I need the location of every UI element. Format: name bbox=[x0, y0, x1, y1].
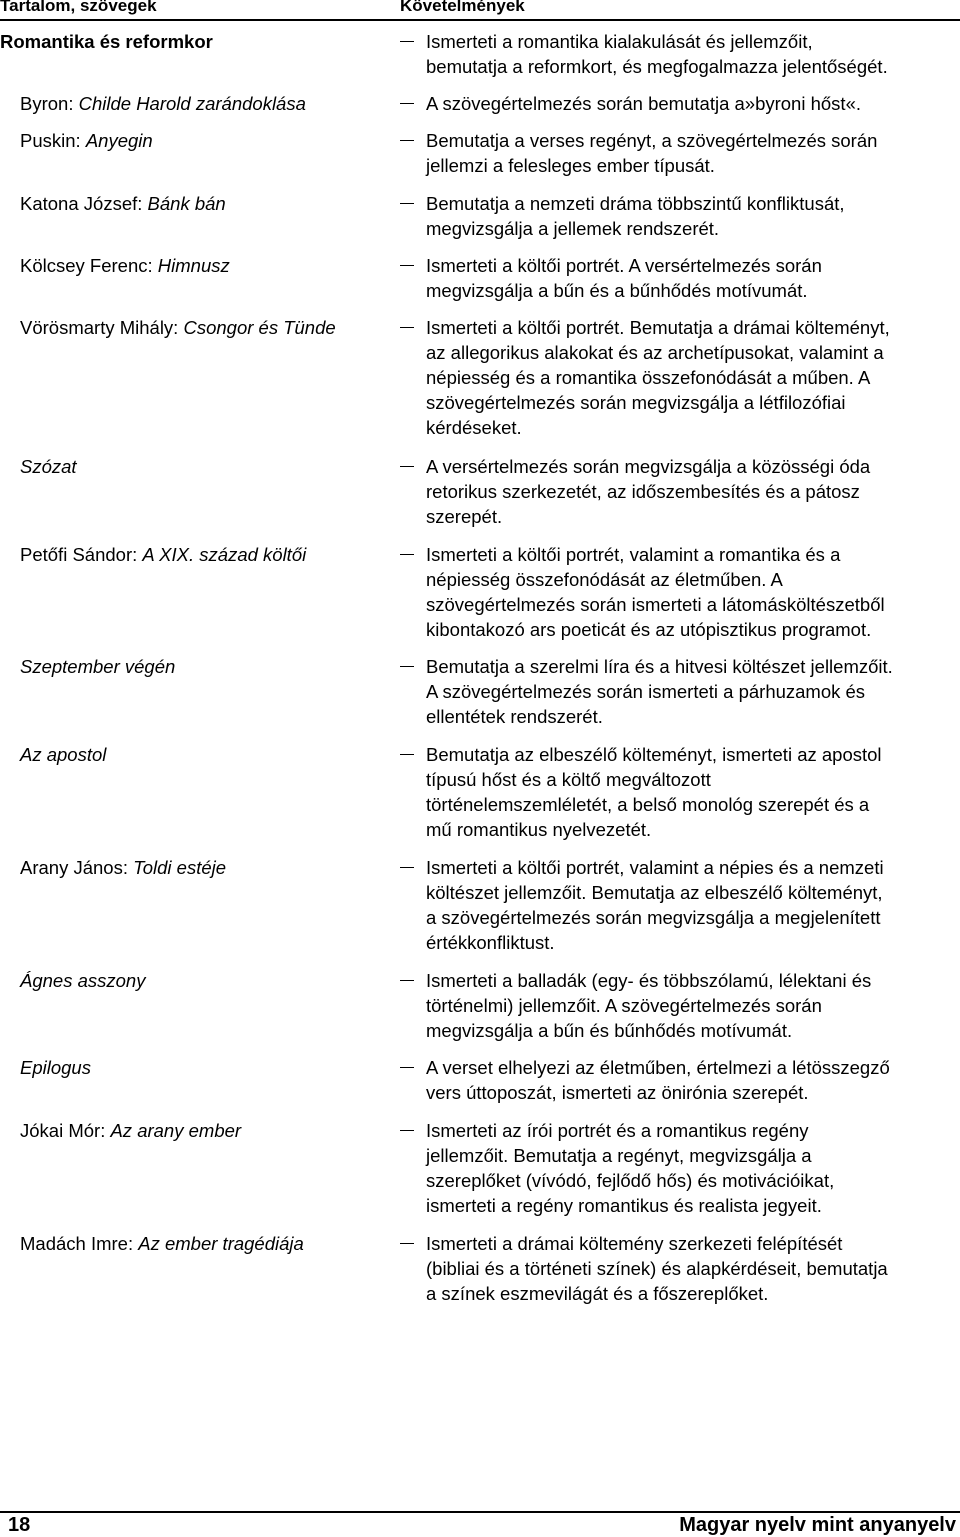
row-description: Bemutatja a szerelmi líra és a hitvesi költészet jellemzőit. A szövegértelmezés során ismerteti a párhuzamok és ellentétek rendszerét. bbox=[426, 656, 893, 727]
row-description: Bemutatja a nemzeti dráma többszintű konfliktusát, megvizsgálja a jellemek rendszerét. bbox=[426, 193, 845, 239]
dash-icon bbox=[400, 41, 414, 42]
row-description: Bemutatja az elbeszélő költeményt, ismerteti az apostol típusú hőst és a költő megváltozott történelemszemléletét, a belső monológ szerepét és a mű romantikus nyelvezetét. bbox=[426, 744, 882, 840]
row-title: Romantika és reformkor bbox=[0, 31, 213, 52]
row-description: Ismerteti a költői portrét, valamint a népies és a nemzeti költészet jellemzőit. Bemutatja az elbeszélő költeményt, a szövegértelmezés során megvizsgálja a megjelenített értékkonfliktust. bbox=[426, 857, 884, 953]
dash-icon bbox=[400, 980, 414, 981]
row-title: Byron: Childe Harold zarándoklása bbox=[20, 93, 306, 114]
row-title: Szózat bbox=[20, 456, 77, 477]
dash-icon bbox=[400, 554, 414, 555]
row-title: Ágnes asszony bbox=[20, 970, 146, 991]
dash-icon bbox=[400, 103, 414, 104]
row-description: A versértelmezés során megvizsgálja a közösségi óda retorikus szerkezetét, az időszembesítés és a pátosz szerepét. bbox=[426, 456, 871, 527]
row-description: Bemutatja a verses regényt, a szövegértelmezés során jellemzi a felesleges ember típusát. bbox=[426, 130, 878, 176]
row-title: Katona József: Bánk bán bbox=[20, 193, 226, 214]
header-divider bbox=[0, 19, 960, 21]
row-title: Szeptember végén bbox=[20, 656, 176, 677]
row-description: Ismerteti a költői portrét, valamint a romantika és a népiesség összefonódását az életműben. A szövegértelmezés során ismerteti a látomásköltészetből kibontakozó ars poeticát és az utópisztikus programot. bbox=[426, 544, 885, 640]
dash-icon bbox=[400, 327, 414, 328]
dash-icon bbox=[400, 1067, 414, 1068]
dash-icon bbox=[400, 140, 414, 141]
row-description: Ismerteti a költői portrét. Bemutatja a drámai költeményt, az allegorikus alakokat és az archetípusokat, valamint a népiesség és a romantika összefonódását a műben. A szövegértelmezés során megvizsgálja a létfilozófiai kérdéseket. bbox=[426, 317, 890, 438]
row-description: Ismerteti a költői portrét. A versértelmezés során megvizsgálja a bűn és a bűnhődés motívumát. bbox=[426, 255, 822, 301]
row-description: Ismerteti a balladák (egy- és többszólamú, lélektani és történelmi) jellemzőit. A szövegértelmezés során megvizsgálja a bűn és bűnhődés motívumát. bbox=[426, 970, 872, 1041]
row-title: Az apostol bbox=[20, 744, 107, 765]
row-title: Madách Imre: Az ember tragédiája bbox=[20, 1233, 304, 1254]
dash-icon bbox=[400, 1243, 414, 1244]
row-description: Ismerteti a drámai költemény szerkezeti felépítését (bibliai és a történeti színek) és alapkérdéseit, bemutatja a színek eszmevilágát és a főszereplőket. bbox=[426, 1233, 888, 1304]
footer-divider bbox=[0, 1511, 960, 1513]
row-description: Ismerteti az írói portrét és a romantikus regény jellemzőit. Bemutatja a regényt, megvizsgálja a szereplőket (vívódó, fejlődő hős) és motivációikat, ismerteti a regény romantikus és realista jegyeit. bbox=[426, 1120, 835, 1216]
page-header bbox=[0, 0, 960, 18]
row-description: Ismerteti a romantika kialakulását és jellemzőit, bemutatja a reformkort, és megfogalmazza jelentőségét. bbox=[426, 31, 888, 77]
dash-icon bbox=[400, 666, 414, 667]
row-title: Puskin: Anyegin bbox=[20, 130, 153, 151]
footer-title: Magyar nyelv mint anyanyelv bbox=[679, 1514, 956, 1536]
dash-icon bbox=[400, 1130, 414, 1131]
row-title: Epilogus bbox=[20, 1057, 91, 1078]
dash-icon bbox=[400, 265, 414, 266]
row-title: Arany János: Toldi estéje bbox=[20, 857, 227, 878]
dash-icon bbox=[400, 203, 414, 204]
header-left-title: Tartalom, szövegek bbox=[0, 0, 157, 15]
row-title: Jókai Mór: Az arany ember bbox=[20, 1120, 242, 1141]
page-number: 18 bbox=[8, 1514, 31, 1536]
dash-icon bbox=[400, 466, 414, 467]
header-right-title: Követelmények bbox=[400, 0, 525, 15]
row-description: A szövegértelmezés során bemutatja a»byroni hőst«. bbox=[426, 93, 861, 114]
row-title: Vörösmarty Mihály: Csongor és Tünde bbox=[20, 317, 336, 338]
row-title: Kölcsey Ferenc: Himnusz bbox=[20, 255, 230, 276]
row-description: A verset elhelyezi az életműben, értelmezi a létösszegző vers úttoposzát, ismerteti az önirónia szerepét. bbox=[426, 1057, 890, 1103]
dash-icon bbox=[400, 754, 414, 755]
dash-icon bbox=[400, 867, 414, 868]
row-title: Petőfi Sándor: A XIX. század költői bbox=[20, 544, 307, 565]
